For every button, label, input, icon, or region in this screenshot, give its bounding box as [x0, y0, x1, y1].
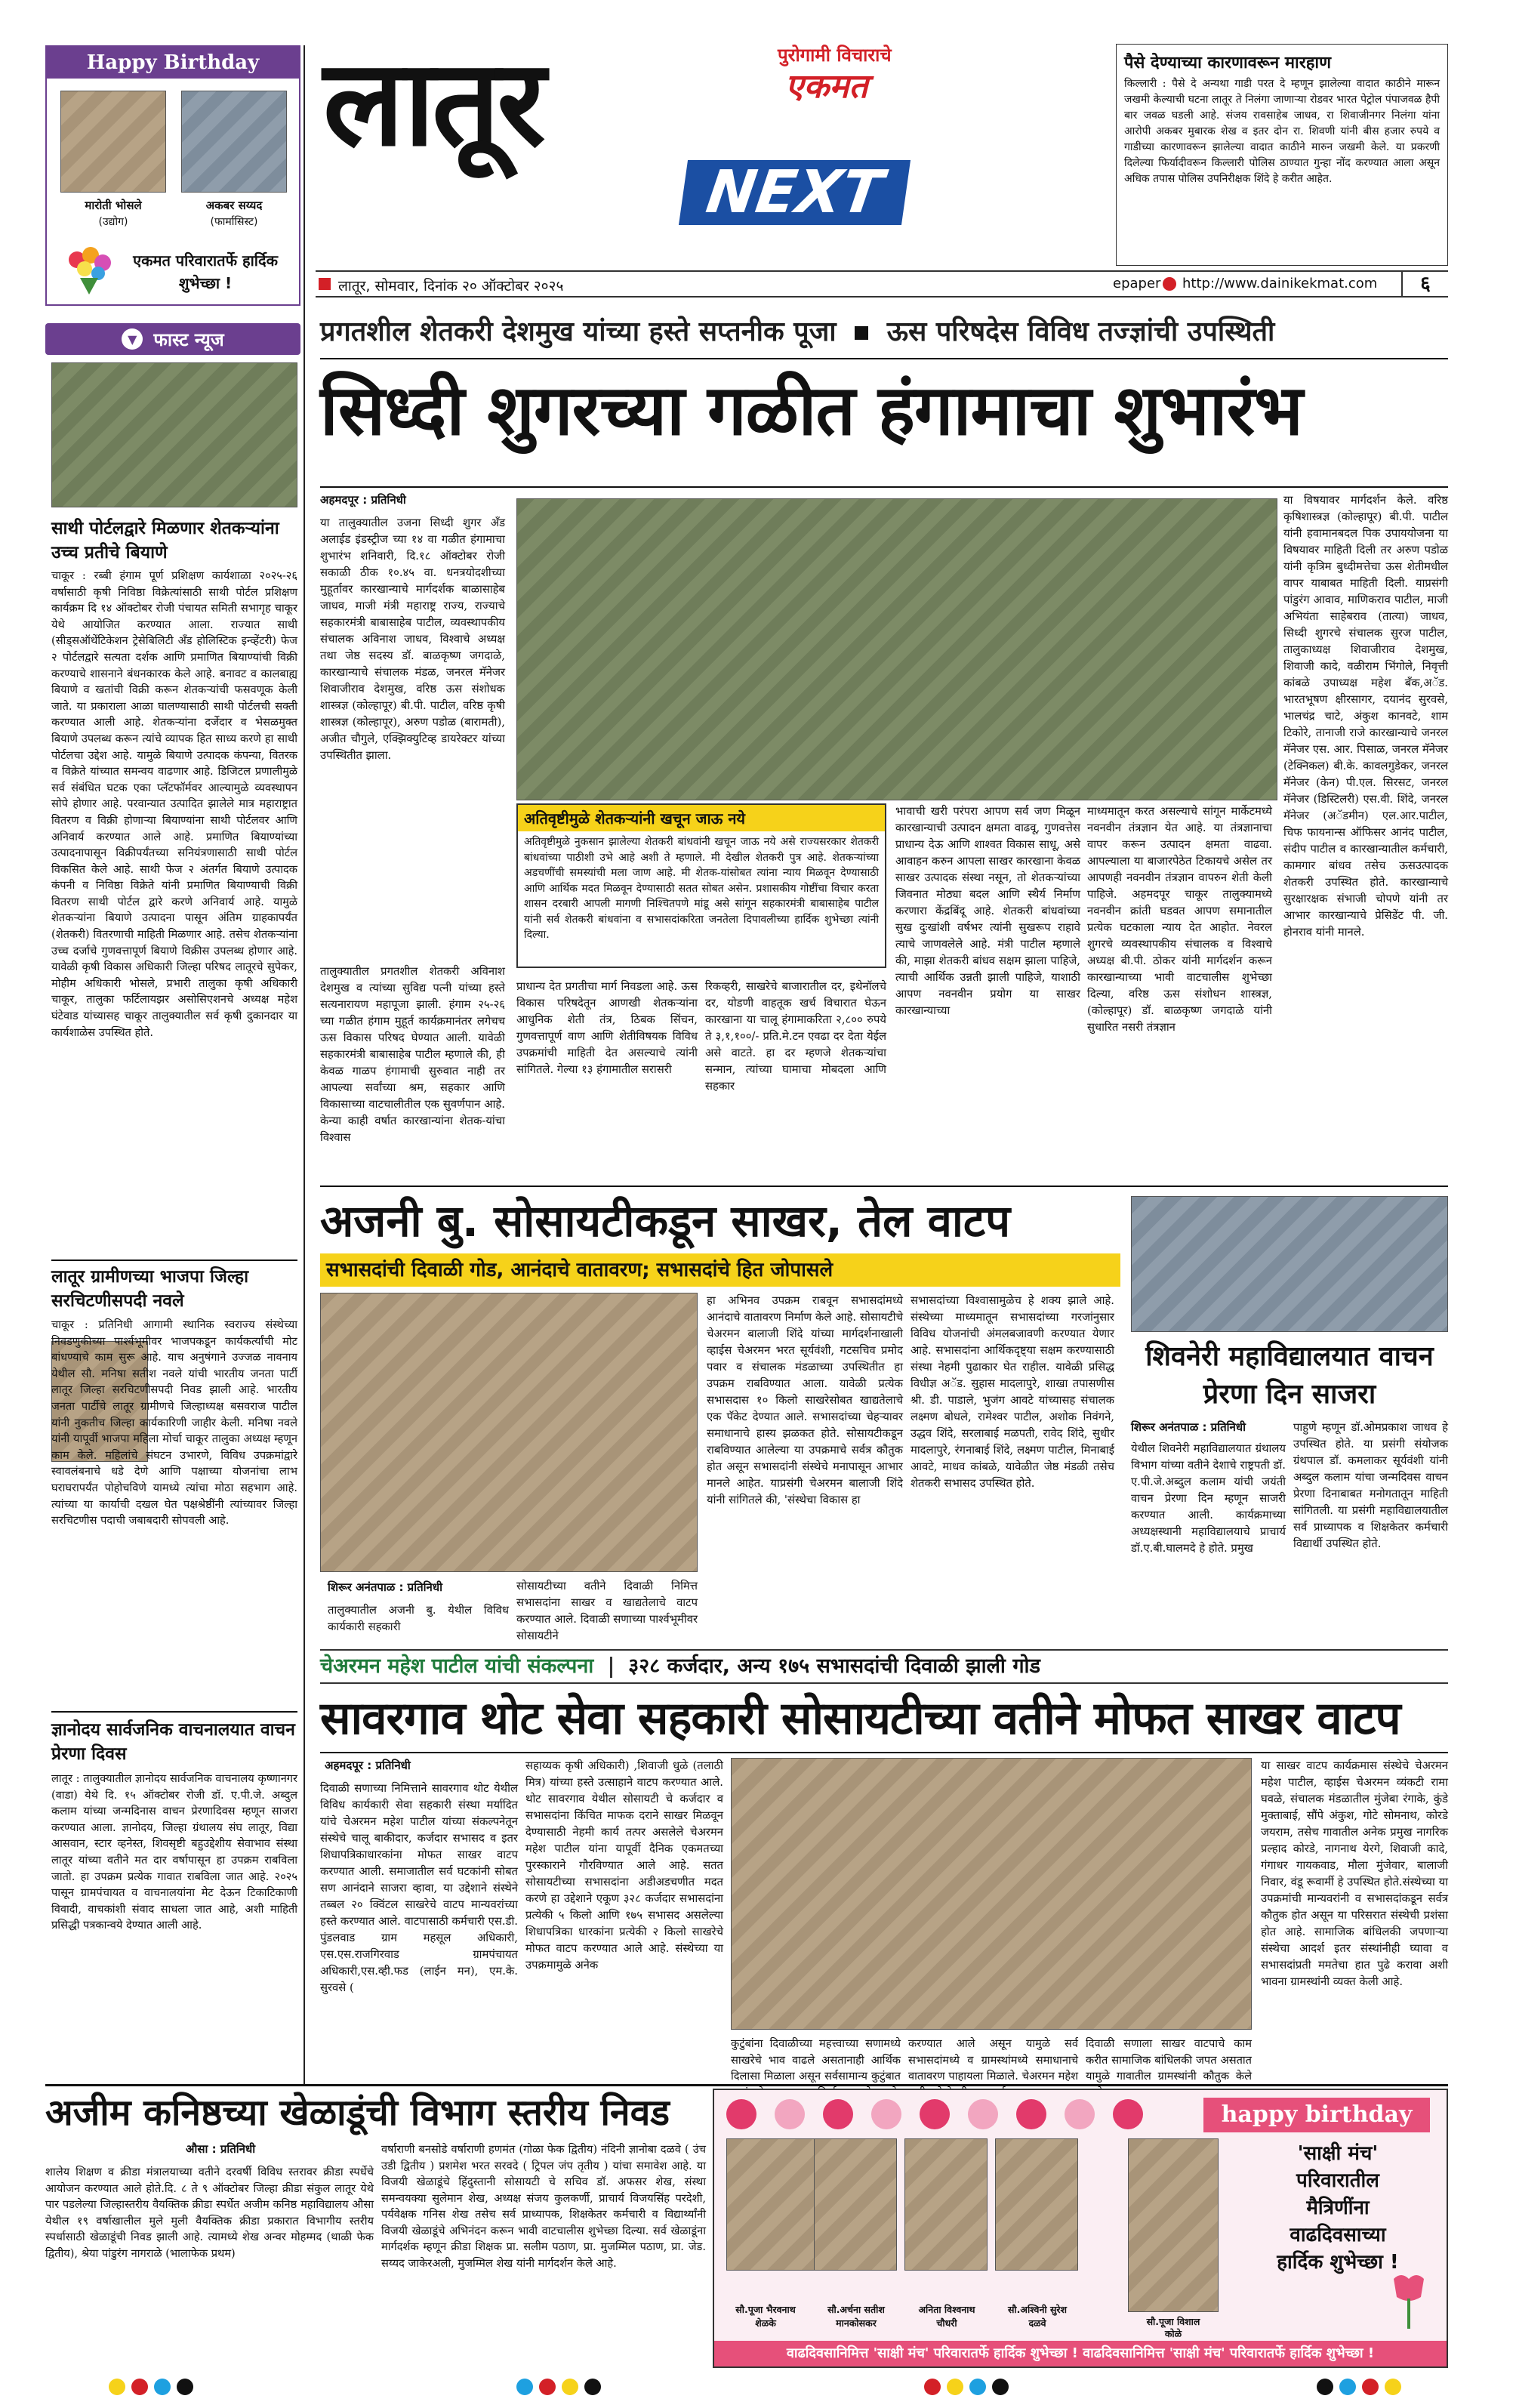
birthday-ad-name: सौ.अश्विनी सुरेश: [1007, 2304, 1068, 2315]
epaper-label: epaper: [1113, 276, 1161, 291]
fast-news-body: लातूर : तालुक्यातील ज्ञानोदय सार्वजनिक वाचनालय कृष्णानगर (वाडा) येथे दि. १५ ऑक्टोबर रोजी डॉ. ए.पी.जे. अब्दुल कलाम यांच्या जन्मदिनास वाचन प्रेरणादिवस म्हणून साजरा करण्यात आला. ज्ञानोदय, जिल्हा ग्रंथालय संघ लातूर, विद्या आसवान, स्टार व्हनेस्त, शिवसृष्टी बहुउद्देशीय सेवाभाव संस्था लातूर यांच्या वतीने मत दार वर्षापासून हा उपक्रम राबविला जातो. हा उपक्रम प्रत्येक गावात राबविला जात आहे. २०२५ पासून ग्रामपंचायत व वाचनालयांना मेट देऊन टिकाटिकाणी विवादी, वाचकांशी संवाद साधला जात आहे, अशी माहिती प्रसिद्धी पत्रकान्वये देण्यात आली आहे.: [51, 1772, 297, 1932]
registration-marks: [921, 2379, 1012, 2398]
lead-info-box: [516, 803, 886, 968]
lead-kicker: [320, 310, 1448, 355]
dateline-bar: [316, 270, 1448, 298]
story2-body-col4: सभासदांच्या विश्वासामुळेच हे शक्य झाले आहे. संस्थेच्या माध्यमातून सभासदांच्या गरजांनुसार विविध योजनांची अंमलबजावणी करण्यात येणार आहे. सभासदांना आर्थिकदृष्ट्या सक्षम करण्यासाठी संस्था नेहमी पुढाकार घेत राहील. यावेळी प्रसिद्ध विधीज्ञ अॅड. सुहास मादलापुरे, शाखा तपासणीस श्री. डी. पाडाले, भुजंग आवटे यांच्यासह संचालक लक्ष्मण बोधले, रामेश्वर पाटील, अशोक निवंगने, उद्धव शिंदे, सरलाबाई मळपती, रावेद शिंदे, सुधीर मादलापुरे, रंगनाबाई शिंदे, लक्ष्मण पाटील, मिनाबाई आवटे, माधव कांबळे, यावेळीत जेष्ठ मंडळी तसेच शेतकरी सभासद उपस्थित होते.: [911, 1294, 1114, 1490]
lead-photo: [516, 498, 1277, 800]
lead-kicker-a: प्रगतशील शेतकरी देशमुख यांच्या हस्ते सप्तनीक पूजा: [320, 316, 837, 347]
website-url: http://www.dainikekmat.com: [1182, 276, 1378, 291]
dateline: लातूर, सोमवार, दिनांक २० ऑक्टोबर २०२५: [338, 278, 564, 294]
divider: [320, 1186, 1448, 1187]
divider: [320, 358, 1448, 359]
next-logo: NEXT: [679, 160, 911, 225]
divider: [45, 2084, 1448, 2086]
birthday-ad-name: सौ.पूजा विशाल: [1146, 2316, 1200, 2327]
birthday-ad-message-line: 'साक्षी मंच': [1297, 2142, 1379, 2165]
banner-lead: चेअरमन महेश पाटील यांची संकल्पना: [320, 1654, 594, 1678]
story2-photo: [320, 1293, 698, 1572]
lead-body-col5: भावाची खरी परंपरा आपण सर्व जण मिळून कारखान्याची उत्पादन क्षमता वाढवू, गुणवत्तेस प्राधान्य देऊ आणि शाश्वत विकास साधू, असे आवाहन करुन आपला साखर कारखाना केवळ साखर उत्पादक संस्था नसून, तो शेतकऱ्यांच्या जिवनात मोठ्या बदल आणि स्थैर्य निर्माण करणारा केंद्रबिंदू आहे. शेतकरी बांधवांच्या सुख दुःखांशी वर्षभर त्यांनी सुखरूप राहावे त्याचे जाणवलेले आहे. मंत्री पाटील म्हणाले की, माझा शेतकरी बांधव सक्षम झाला पाहिजे, त्याची आर्थिक उन्नती झाली पाहिजे, याशाठी आपण नवनवीन प्रयोग या साखर कारखान्याच्या: [895, 805, 1080, 1017]
birthday-person-role: (उद्योग): [98, 216, 128, 228]
page-number: ६: [1401, 270, 1448, 298]
fast-news-headline: लातूर ग्रामीणच्या भाजपा जिल्हा सरचिटणीसपदी नवले: [51, 1267, 249, 1311]
banner-separator: [610, 1657, 612, 1678]
divider: [320, 1752, 1448, 1753]
top-brief-headline: पैसे देण्याच्या कारणावरून मारहाण: [1124, 54, 1331, 72]
story3-byline: शिरूर अनंतपाळ : प्रतिनिधी: [1131, 1420, 1246, 1434]
fast-news-photo: [51, 362, 297, 507]
story4-body-col5: दिवाळी सणाला साखर वाटपाचे काम करीत सामाजिक बांधिलकी जपत असतात यामुळे गावातील ग्रामस्थांनी कौतुक केले: [1086, 2037, 1252, 2083]
top-brief-box: [1116, 44, 1448, 266]
birthday-ad-name: अनिता विश्वनाथ: [918, 2304, 975, 2315]
story2-body-col2: सोसायटीच्या वतीने दिवाळी निमित्त सभासदांना साखर व खाद्यतेलाचे वाटप करण्यात आले. दिवाळी सणाच्या पार्श्वभूमीवर सोसायटीने: [516, 1580, 698, 1642]
fast-news-body: चाकूर : रब्बी हंगाम पूर्ण प्रशिक्षण कार्यशाळा २०२५-२६ वर्षासाठी कृषी निविष्ठा विक्रेत्यांसाठी साथी पोर्टल प्रशिक्षण कार्यक्रम दि १४ ऑक्टोबर रोजी पंचायत समिती सभागृह चाकूर येथे आयोजित करण्यात आला. राज्यात साथी (सीड्सऑथेंटिकेशन ट्रेसेबिलिटी अँड होलिस्टिक इन्व्हेंटरी) फेज २ पोर्टलद्वारे सत्यता दर्शक आणि प्रमाणित बियाण्यांची विक्री करण्याचे शासनाने बंधनकारक केले आहे. बनावट व कालबाह्य बियाणे व खतांची विक्री करून शेतकऱ्यांची फसवणूक केली जाते. या प्रकाराला आळा घालण्यासाठी साथी पोर्टलची सक्ती करण्यात आली आहे. शेतकऱ्यांना दर्जेदार व भेसळमुक्त बियाणे उपलब्ध करून त्यांचे व्यापक हित साध्य करणे हा साथी पोर्टलचा उद्देश आहे. यामुळे बियाणे उत्पादक कंपन्या, वितरक व विक्रेते यांच्यात समन्वय वाढणार आहे. डिजिटल प्रणालीमुळे सर्व संबंधित घटक एका प्लॅटफॉर्मवर आल्यामुळे व्यवस्थापन सोपे होणार आहे. परवान्यात उत्पादित झालेले मात्र महाराष्ट्रात वितरण व विक्री होणाऱ्या बियाण्यांना साथी पोर्टलवर आणि अनिवार्य करण्यात आले आहे. प्रमाणित बियाण्यांच्या उत्पादनापासून विक्रीपर्यंतच्या सनियंत्रणासाठी साथी पोर्टल विकसित केले आहे. साथी फेज २ अंतर्गत बियाणे उत्पादक कंपनी व निविष्ठा विक्रेते यांनी प्रमाणित बियाण्याची विक्री वितरण साथी पोर्टल द्वारे करणे अनिवार्य आहे. यामुळे शेतकऱ्यांना बियाणे उत्पादना पासून अंतिम ग्राहकापर्यंत (शेतकरी) वितरणाची माहिती मिळणार आहे. तसेच शेतकऱ्यांना उच्च दर्जाचे गुणवत्तापूर्ण बियाणे विक्रीस उपलब्ध होणार आहे. यावेळी कृषी विकास अधिकारी जिल्हा परिषद लातूरचे सुपेकर, मोहीम अधिकारी भोसले, प्रभारी तालुका कृषी अधिकारी चाकूर, तालुका फर्टिलायझर असोसिएशनचे अध्यक्ष महेश घंटेवाड यांच्यासह चाकूर तालुक्यातील सर्व कृषी दुकानदार या कार्यशाळेस उपस्थित होते.: [51, 569, 297, 1039]
birthday-title: Happy Birthday: [47, 47, 299, 79]
lead-body-col2: तालुक्यातील प्रगतशील शेतकरी अविनाश देशमुख व त्यांच्या सुविद्य पत्नी यांच्या हस्ते सत्यनारायण महापूजा झाली. हंगाम २५-२६ च्या गळीत हंगाम मुहूर्त कार्यक्रमानंतर लगेचच ऊस विकास परिषद घेण्यात आली. यावेळी सहकारमंत्री बाबासाहेब पाटील म्हणाले की, ही केवळ गाळप हंगामाची सुरुवात नाही तर आपल्या सर्वांच्या श्रम, सहकार आणि विकासाच्या वाटचालीतील एक सुवर्णपान आहे. केन्या काही वर्षात कारखान्यांना शेतक-यांचा विश्वास: [320, 965, 505, 1144]
birthday-ad-sub: मानकोसकर: [836, 2317, 877, 2329]
story5-byline: औसा : प्रतिनिधी: [186, 2142, 256, 2156]
story4-headline: सावरगाव थोट सेवा सहकारी सोसायटीच्या वतीने मोफत साखर वाटप: [320, 1692, 1400, 1745]
tulip-icon: [1379, 2271, 1439, 2332]
sidebar-birthday-box: [45, 45, 300, 306]
birthday-person-role: (फार्मासिस्ट): [210, 216, 258, 228]
sidebar-border: [304, 45, 305, 2084]
birthday-person-photo: [60, 91, 166, 193]
lead-body-col3: प्राधान्य देत प्रगतीचा मार्ग निवडला आहे. ऊस विकास परिषदेतून आणखी शेतकऱ्यांना आधुनिक शेती तंत्र, ठिबक सिंचन, गुणवत्तापूर्ण वाण आणि शेतीविषयक विविध उपक्रमांची माहिती देत असल्याचे त्यांनी सांगितले. गेल्या १३ हंगामातील सरासरी: [516, 980, 698, 1076]
birthday-ad-footer: वाढदिवसानिमित्त 'साक्षी मंच' परिवारातर्फे हार्दिक शुभेच्छा ! वाढदिवसानिमित्त 'साक्षी मंच' परिवारातर्फे हार्दिक शुभेच्छा !: [714, 2341, 1447, 2366]
story2-headline: अजनी बु. सोसायटीकडून साखर, तेल वाटप: [320, 1195, 1011, 1247]
masthead-title: लातूर: [323, 34, 543, 173]
story3-body-col2: पाहुणे म्हणून डॉ.ओमप्रकाश जाधव हे उपस्थित होते. या प्रसंगी संयोजक ग्रंथपाल डॉ. कमलाकर सूर्यवंशी यांनी अब्दुल कलाम यांचा जन्मदिवस वाचन प्रेरणा दिनाबाबत मनोगतातून माहिती सांगितली. या प्रसंगी महाविद्यालयातील सर्व प्राध्यापक व शिक्षकेतर कर्मचारी विद्यार्थी उपस्थित होते.: [1293, 1421, 1448, 1550]
story5-body-col2: वर्षाराणी बनसोडे वर्षाराणी हणमंत (गोळा फेक द्वितीय) नंदिनी ज्ञानोबा दळवे ( उंच उडी द्वितीय ) प्रशमेश भरत सरवदे ( ट्रिपल जंप तृतीय ) यांचा समावेश आहे. या विजयी खेळाडूंचे हिंदुस्तानी सोसायटी चे सचिव डॉ. अफसर शेख, संस्था समन्वयक्या सुलेमान शेख, अध्यक्ष संजय कुलकर्णी, प्राचार्य विजयसिंह परदेशी, पर्यवेक्षक गनिस शेख तसेच सर्व प्राध्यापक, शिक्षकेतर कर्मचारी व विद्यार्थ्यांनी विजयी खेळाडूंचे अभिनंदन करून भावी वाटचालीस शुभेच्छा दिल्या. सर्व खेळाडूंना मार्गदर्शक म्हणून क्रीडा शिक्षक प्रा. सलीम पठाण, प्रा. मुजम्मिल पठाण, प्रा. जेड. सय्यद जाकेरअली, मुजम्मिल शेख यांनी मार्गदर्शन केले आहे.: [381, 2143, 706, 2270]
story4-photo: [731, 1758, 1252, 2030]
birthday-ad-message-line: मैत्रिणींना: [1306, 2197, 1370, 2219]
fast-news-header: [45, 323, 300, 355]
happy-birthday-tag: happy birthday: [1203, 2098, 1430, 2132]
story5-headline: अजीम कनिष्ठच्या खेळाडूंची विभाग स्तरीय निवड: [45, 2092, 670, 2134]
birthday-ad-sub: चौधरी: [936, 2317, 957, 2329]
birthday-ad-photo: [904, 2138, 988, 2271]
chevron-down-icon: ▼: [122, 328, 143, 350]
birthday-ad-name: सौ.अर्चना सतीश: [827, 2304, 885, 2315]
lead-body-col7: या विषयावर मार्गदर्शन केले. वरिष्ठ कृषिशास्त्रज्ञ (कोल्हापूर) बी.पी. पाटील यांनी हवामानबदल पिक उपाययोजना या विषयावर माहिती दिली तर अरुण पडोळ यांनी कृत्रिम बुध्दीमत्तेचा ऊस शेतीमधील वापर याबाबत माहिती दिली. याप्रसंगी पांडुरंग आवाव, माणिकराव पाटील, माजी अभियंता साहेबराव (तात्या) जाधव, सिध्दी शुगरचे संचालक सुरज पाटील, तालुकाध्यक्ष शिवाजीराव देशमुख, शिवाजी कादे, वळीराम भिंगोले, निवृत्ती कांबळे उपाध्यक्ष महेश बँक,अॅड. भारतभूषण क्षीरसागर, दयानंद सुरवसे, भालचंद्र चाटे, अंकुश कानवटे, शाम टिकोरे, तानाजी राजे कारखान्याचे जनरल मॅनेजर एस. आर. पिसाळ, जनरल मॅनेजर (टेक्निकल) बी.के. कावलगुडेकर, जनरल मॅनेजर (केन) पी.एल. सिरसट, जनरल मॅनेजर (डिस्टिलरी) एस.वी. शिंदे, जनरल मॅनेजर (अॅडमीन) एल.आर.पाटील, चिफ फायनान्स ऑफिसर आनंद पाटील, संदीप पाटील व कारखान्यातील कर्मचारी, कामगार बांधव तसेच ऊसउत्पादक शेतकरी उपस्थित होते. कारखान्याचे सुरक्षारक्षक संभाजी चोपणे यांनी तर आभार कारखान्याचे प्रेसिडेंट पी. जी. होनराव यांनी मानले.: [1283, 494, 1448, 939]
lead-headline: सिध्दी शुगरच्या गळीत हंगामाचा शुभारंभ: [320, 370, 1302, 451]
lead-byline: अहमदपूर : प्रतिनिधी: [320, 493, 406, 507]
lead-kicker-b: ऊस परिषदेस विविध तज्ज्ञांची उपस्थिती: [886, 316, 1275, 347]
birthday-person-photo: [181, 91, 287, 193]
story4-body-col1: दिवाळी सणाच्या निमित्ताने सावरगाव थोट येथील विविध कार्यकारी सेवा सहकारी संस्था मर्यादित यांचे चेअरमन महेश पाटील यांच्या संकल्पनेतून संस्थेचे चालू बाकीदार, कर्जदार सभासद व इतर शिधापत्रिकाधारकांना मोफत साखर वाटप करण्यात आली. समाजातील सर्व घटकांनी सोबत सण आनंदाने साजरा व्हावा, या उद्देशाने संस्थेने तब्बल २० क्विंटल साखरेचे वाटप मान्यवरांच्या हस्ते करण्यात आले. वाटपासाठी कर्मचारी एस.डी. पुंडलवाड ग्राम महसूल अधिकारी, एस.एस.राजगिरवाड ग्रामपंचायत अधिकारी,एस.व्ही.फड (लाईन मन), एम.के. सुरवसे (: [320, 1782, 518, 1994]
birthday-person-name: अकबर सय्यद: [205, 199, 263, 212]
divider: [51, 1259, 297, 1261]
story3-body-col1: येथील शिवनेरी महाविद्यालयात ग्रंथालय विभाग यांच्या वतीने देशाचे राष्ट्रपती डॉ. ए.पी.जे.अब्दुल कलाम यांची जयंती वाचन प्रेरणा दिन म्हणून साजरी करण्यात आली. कार्यक्रमाच्या अध्यक्षस्थानी महाविद्यालयाचे प्राचार्य डॉ.ए.बी.घालमदे हे होते. प्रमुख: [1131, 1442, 1286, 1555]
birthday-ad-message-line: हार्दिक शुभेच्छा !: [1277, 2251, 1399, 2274]
story4-body-col4: करण्यात आले असून यामुळे सर्व सभासदांमध्ये व ग्रामस्थांमध्ये समाधानाचे वातावरण पाहायला मिळाले. चेअरमन महेश: [908, 2037, 1078, 2083]
story3-headline: शिवनेरी महाविद्यालयात वाचन प्रेरणा दिन साजरा: [1145, 1341, 1434, 1410]
birthday-ad: [713, 2089, 1448, 2368]
story4-body-col2: सहाय्यक कृषी अधिकारी) ,शिवाजी धुळे (तलाठी मित्र) यांच्या हस्ते उत्साहाने वाटप करण्यात आले. थोट सावरगाव येथील सोसायटी चे कर्जदार व सभासदांना किंचित माफक दराने साखर मिळवून देण्यासाठी नेहमी कार्य तत्पर असलेले चेअरमन महेश पाटील यांना यापूर्वी दैनिक एकमतच्या पुरस्काराने गौरविण्यात आले आहे. सतत सोसायटीच्या सभासदांना अडीअडचणीत मदत करणे हा उद्देशाने एकूण ३२८ कर्जदार सभासदांना प्रत्येकी ५ किलो आणि १७५ सभासद असलेल्या शिधापत्रिका धारकांना प्रत्येकी २ किलो साखरेचे मोफत वाटप करण्यात आले आहे. संस्थेच्या या उपक्रमामुळे अनेक: [525, 1759, 723, 1972]
birthday-ad-photo: [995, 2138, 1078, 2271]
story5-body-col1: शालेय शिक्षण व क्रीडा मंत्रालयाच्या वतीने दरवर्षी विविध स्तरावर क्रीडा स्पर्धेचे आयोजन करण्यात आले होते.दि. ८ ते ९ ऑक्टोबर जिल्हा क्रीडा संकुल लातूर येथे पार पडलेल्या जिल्हास्तरीय वैयक्तिक क्रीडा स्पर्धेत अजीम कनिष्ठ महाविद्यालय औसा येथील १९ वर्षाखालील मुले मुली वैयक्तिक क्रीडा प्रकारात विभागीय स्तरीय स्पर्धासाठी खेळाडूंची निवड झाली आहे. त्यामध्ये शेख अन्वर मोहम्मद (थाळी फेक द्वितीय), श्रेया पांडुरंग नागराळे (भालाफेक प्रथम): [45, 2166, 374, 2260]
birthday-wish: एकमत परिवारातर्फे हार्दिक शुभेच्छा !: [133, 251, 278, 292]
birthday-ad-name: सौ.पूजा भैरवनाथ: [735, 2304, 796, 2315]
lead-box-title: अतिवृष्टीमुळे शेतकऱ्यांनी खचून जाऊ नये: [518, 805, 885, 831]
story2-subhead: सभासदांची दिवाळी गोड, आनंदाचे वातावरण; सभासदांचे हित जोपासले: [320, 1253, 1120, 1287]
birthday-ad-photo: [814, 2138, 897, 2271]
story2-body-col1: तालुक्यातील अजनी बु. येथील विविध कार्यकारी सहकारी: [328, 1604, 509, 1633]
birthday-ad-photo: [1128, 2138, 1219, 2312]
top-brief-body: किल्लारी : पैसे दे अन्यथा गाडी परत दे म्हणून झालेल्या वादात काठीने मारून जखमी केल्याची घटना लातूर ते निलंगा जाणाऱ्या रोडवर भारत पेट्रोल पंपाजवळ हैपी बार जवळ घडली आहे. संजय रावसाहेब जाधव, रा शिवाजीनगर निलंगा यांना आरोपी अकबर मुबारक शेख व इतर दोन रा. शिवणी यांनी बीस हजार रुपये व गाडीच्या कारणावरून झालेल्या वादात काठीने मारुन जखमी केले. या प्रकरणी दिलेल्या फिर्यादीवरून किल्लारी पोलिस ठाण्यात गुन्हा नोंद करण्यात आला असून अधिक तपास पोलिस उपनिरीक्षक शिंदे हे करीत आहेत.: [1124, 78, 1440, 185]
story4-byline: अहमदपूर : प्रतिनिधी: [325, 1759, 411, 1772]
registration-marks: [106, 2379, 196, 2398]
fast-news-headline: ज्ञानोदय सार्वजनिक वाचनालयात वाचन प्रेरणा दिवस: [51, 1720, 295, 1764]
birthday-ad-message-line: वाढदिवसाच्या: [1290, 2224, 1386, 2246]
birthday-ad-message: [1234, 2140, 1442, 2276]
masthead-tagline: पुरोगामी विचाराचे: [778, 45, 892, 66]
lead-box-body: अतिवृष्टीमुळे नुकसान झालेल्या शेतकरी बांधवांनी खचून जाऊ नये असे राज्यसरकार शेतकरी बांधवांच्या पाठीशी उभे आहे अशी ते म्हणाले. मी देखील शेतकरी पुत्र आहे. शेतकऱ्यांच्या अडचणींची समस्यांची मला जाण आहे. मी शेतक-यांसोबत त्यांना न्याय मिळवून देण्यासाठी आणि आर्थिक मदत मिळवून देण्यासाठी सतत सोबत असेन. प्रशासकीय गोष्टींचा विचार करता शासन दरबारी आपली मागणी निश्चितपणे मांडू असे सांगून सहकारमंत्री बाबासाहेब पाटील यांनी सर्व शेतकरी बांधवांना व सभासदांकरिता जनतेला दिपावलीच्या हार्दिक शुभेच्छा त्यांनी दिल्या.: [524, 836, 879, 941]
story2-photo-caption: शिरूर अनंतपाळ : प्रतिनिधी: [328, 1580, 442, 1594]
divider: [320, 486, 1448, 488]
registration-marks: [513, 2379, 604, 2398]
flower-bouquet-icon: [62, 245, 116, 296]
lead-body-col1: या तालुक्यातील उजना सिध्दी शुगर अँड अलाईड इंडस्ट्रीज च्या १४ वा गळीत हंगामाचा शुभारंभ शनिवारी, दि.१८ ऑक्टोबर रोजी सकाळी ठीक १०.४५ वा. धनत्रयोदशीच्या मुहूर्तावर कारखान्याचे मार्गदर्शक बाळासाहेब जाधव, माजी मंत्री महाराष्ट्र राज्य, राज्याचे सहकारमंत्री बाबासाहेब पाटील, व्यवस्थापकीय संचालक अविनाश जाधव, विश्वाचे अध्यक्ष तथा जेष्ठ सदस्य डॉ. बाळकृष्ण जगदाळे, कारखान्याचे संचालक मंडळ, जनरल मॅनेजर शिवाजीराव देशमुख, वरिष्ठ ऊस संशोधक शास्त्रज्ञ (कोल्हापूर) बी.पी. पाटील, वरिष्ठ कृषी शास्त्रज्ञ (कोल्हापूर), अरुण पडोळ (बारामती), अजीत चौगुले, एक्झिक्युटिव्ह डायरेक्टर यांच्या उपस्थितीत झाला.: [320, 516, 505, 762]
birthday-ad-sub: शेळके: [755, 2317, 776, 2329]
story4-body-col3: कुटुंबांना दिवाळीच्या महत्त्वाच्या सणामध्ये साखरेचे भाव वाढले असतानाही आर्थिक दिलासा मिळाला असून सर्वसामान्य कुटुंबात: [731, 2037, 901, 2083]
flower-row: [722, 2095, 1167, 2134]
birthday-ad-sub: कोळे: [1164, 2328, 1182, 2339]
lead-body-col4: रिकव्हरी, साखरेचे बाजारातील दर, इथेनॉलचे दर, योडणी वाहतूक खर्च विचारात घेऊन कारखाना या चालू हंगामाकरिता २,८०० रुपये ते ३,१,१००/- प्रति.मे.टन एवढा दर देता येईल असे वाटते. हा दर म्हणजे शेतकऱ्यांचा सन्मान, त्यांच्या घामाचा मोबदला आणि सहकार: [705, 980, 886, 1093]
fast-news-label: फास्ट न्यूज: [153, 328, 224, 350]
birthday-person-name: मारोती भोसले: [85, 199, 142, 212]
globe-icon: [1163, 277, 1176, 291]
red-bullet-icon: [319, 278, 331, 290]
banner-rest: ३२८ कर्जदार, अन्य १७५ सभासदांची दिवाळी झाली गोड: [628, 1654, 1040, 1678]
fast-news-body: चाकूर : प्रतिनिधी आगामी स्थानिक स्वराज्य संस्थेच्या निवडणुकीच्या पार्श्वभूमीवर भाजपकडून कार्यकर्त्यांची मोट बांधण्याचे काम सुरू आहे. याच अनुषंगाने उज्जळ नावनाय येथील सौ. मनिषा सतीश नवले यांची भारतीय जनता पार्टी लातूर जिल्हा सरचिटणीसपदी निवड झाली आहे. भारतीय जनता पार्टीचे लातूर ग्रामीणचे जिल्हाध्यक्ष बसवराज पाटील यांनी नुकतीच जिल्हा कार्यकारिणी जाहीर केली. मनिषा नवले यांनी यापूर्वी भाजपा महिला मोर्चा चाकूर तालुका अध्यक्ष म्हणून काम केले. महिलांचे संघटन उभारणे, विविध उपक्रमांद्वारे स्वावलंबनाचे धडे देणे आणि पक्षाच्या योजनांचा लाभ घराघरापर्यंत पोहोचविणे यामध्ये त्यांचा मोठा सहभाग आहे. त्यांच्या या कार्याची दखल घेत पक्षश्रेष्ठींनी त्यांच्यावर जिल्हा सरचिटणीस पदाची जबाबदारी सोपवली आहे.: [51, 1318, 297, 1528]
divider: [51, 1711, 297, 1713]
birthday-ad-message-line: परिवारातील: [1296, 2169, 1379, 2192]
story3-photo: [1131, 1196, 1448, 1332]
story2-body-col3: हा अभिनव उपक्रम राबवून सभासदांमध्ये आनंदाचे वातावरण निर्माण केले आहे. सोसायटीचे चेअरमन बालाजी शिंदे यांच्या मार्गदर्शनाखाली व्हाईस चेअरमन भरत सूर्यवंशी, गटसचिव प्रमोद पवार व संचालक मंडळाच्या उपस्थितीत हा उपक्रम राबविण्यात आला. यावेळी प्रत्येक सभासदास १० किलो साखरेसोबत खाद्यतेलाचे एक पॅकेट देण्यात आले. सभासदांच्या चेहऱ्यावर समाधानाचे हास्य झळकत होते. सोसायटीकडून राबविण्यात आलेल्या या उपक्रमाचे सर्वत्र कौतुक होत असून सभासदांनी संस्थेचे मनापासून आभार मानले आहेत. याप्रसंगी चेअरमन बालाजी शिंदे यांनी सांगितले की, 'संस्थेचा विकास हा: [707, 1294, 903, 1506]
story4-banner: [320, 1649, 1448, 1684]
square-bullet-icon: [855, 326, 868, 340]
fast-news-headline: साथी पोर्टलद्वारे मिळणार शेतकऱ्यांना उच्च प्रतीचे बियाणे: [51, 519, 279, 563]
ekmat-logo: एकमत: [785, 67, 868, 106]
registration-marks: [1314, 2379, 1404, 2398]
birthday-ad-sub: दळवे: [1028, 2317, 1046, 2329]
story4-body-col6: या साखर वाटप कार्यक्रमास संस्थेचे चेअरमन महेश पाटील, व्हाईस चेअरमन व्यंकटी रामा घवळे, संचालक मंडळातील मुंजेबा रंगाके, कुंडे मुक्ताबाई, सौंपे अंकुश, गोटे सोमनाथ, कोरडे जयराम, तसेच गावातील अनेक प्रमुख नागरिक प्रल्हाद कोरडे, नागनाथ येरगे, शिवाजी कादे, गंगाधर गायकवाड, मौला मुंजेवार, बालाजी निवार, वंडू रूवार्मी हे उपस्थित होते.संस्थेच्या या उपक्रमांची मान्यवरांनी व सभासदांकडून सर्वत्र कौतुक होत असून या परिसरात संस्थेची प्रशंसा होत आहे. सामाजिक बांधिलकी जपणाऱ्या संस्थेचा आदर्श इतर संस्थांनीही घ्यावा व सभासदांप्रती ममतेचा हात पुढे करावा अशी भावना ग्रामस्थांनी व्यक्त केली आहे.: [1261, 1759, 1448, 1988]
lead-body-col6: माध्यमातून करत असल्याचे सांगून मार्केटमध्ये नवनवीन तंत्रज्ञान येत आहे. या तंत्रज्ञानाचा वापर करून उत्पादन क्षमता वाढवा. आपल्याला या बाजारपेठेत टिकायचे असेल तर आपणही नवनवीन तंत्रज्ञान वापरुन शेती केली पाहिजे. अहमदपूर चाकूर तालुक्यामध्ये नवनवीन क्रांती घडवत आपण समानातील प्रत्येक घटकाला न्याय देत आहोत. नेवरल शुगरचे व्यवस्थापकीय संचालक व विश्वाचे अध्यक्ष बी.पी. ठोकर यांनी मार्गदर्शन करून कारखान्याच्या भावी वाटचालीस शुभेच्छा दिल्या, वरिष्ठ ऊस संशोधन शास्त्रज्ञ, (कोल्हापूर) डॉ. बाळकृष्ण जगदाळे यांनी सुधारित नसरी तंत्रज्ञान: [1087, 805, 1272, 1034]
